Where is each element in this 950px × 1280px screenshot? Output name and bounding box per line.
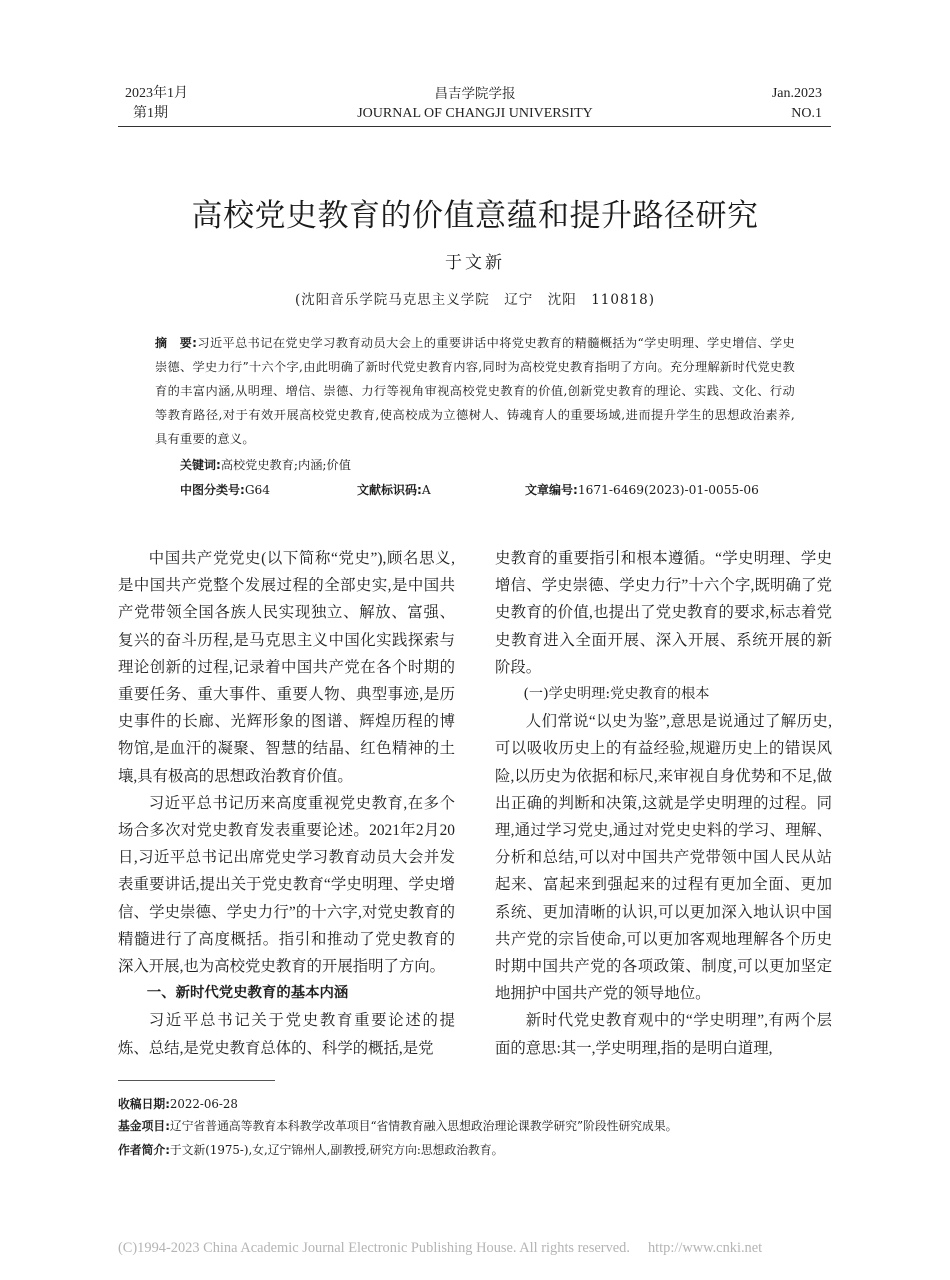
body-paragraph: 新时代党史教育观中的“学史明理”,有两个层面的意思:其一,学史明理,指的是明白道理,	[495, 1012, 832, 1057]
body-paragraph: 史教育的重要指引和根本遵循。“学史明理、学史增信、学史崇德、学史力行”十六个字,既明确了党史教育的价值,也提出了党史教育的要求,标志着党史教育进入全面开展、深入开展、系统开展的新阶段。	[495, 550, 832, 676]
abstract-label: 摘 要:	[155, 336, 198, 350]
body-column-left	[118, 545, 455, 1062]
keywords-text: 高校党史教育;内涵;价值	[220, 458, 351, 472]
body-paragraph: 习近平总书记关于党史教育重要论述的提炼、总结,是党史教育总体的、科学的概括,是党	[118, 1012, 455, 1057]
journal-name-cn: 昌吉学院学报	[434, 86, 516, 102]
header-left	[125, 84, 188, 124]
header-right	[772, 84, 822, 124]
article-author: 于文新	[445, 253, 505, 273]
article-title: 高校党史教育的价值意蕴和提升路径研究	[191, 198, 759, 234]
copyright-footer: (C)1994-2023 China Academic Journal Electronic Publishing House. All rights reserved. http://www.cnki.net	[118, 1240, 763, 1256]
art-label: 文章编号:	[525, 483, 578, 497]
header-rule	[118, 126, 831, 127]
received-value: 2022-06-28	[169, 1097, 238, 1111]
art-value: 1671-6469(2023)-01-0055-06	[577, 483, 759, 497]
article-number	[525, 480, 759, 500]
clc-value: G64	[244, 483, 271, 497]
doc-label: 文献标识码:	[357, 483, 422, 497]
fund-value: 辽宁省普通高等教育本科教学改革项目“省情教育融入思想政治理论课教学研究”阶段性研究成果。	[169, 1119, 678, 1133]
header-issue-cn: 第1期	[133, 106, 168, 121]
footnote-author	[118, 1141, 831, 1159]
author-affiliation: (沈阳音乐学院马克思主义学院 辽宁 沈阳 110818)	[294, 292, 656, 308]
author-bio-value: 于文新(1975-),女,辽宁锦州人,副教授,研究方向:思想政治教育。	[169, 1143, 504, 1157]
body-column-right	[495, 545, 832, 1062]
body-paragraph: 中国共产党党史(以下简称“党史”),顾名思义,是中国共产党整个发展过程的全部史实,是中国共产党带领全国各族人民实现独立、解放、富强、复兴的奋斗历程,是马克思主义中国化实践探索与理论创新的过程,记录着中国共产党在各个时期的重要任务、重大事件、重要人物、典型事迹,是历史事件的长廊、光辉形象的图谱、辉煌历程的博物馆,是血汗的凝聚、智慧的结晶、红色精神的土壤,具有极高的思想政治教育价值。	[118, 550, 455, 785]
keywords-label: 关键词:	[180, 458, 221, 472]
header-issue-en: NO.1	[791, 106, 822, 121]
clc-label: 中图分类号:	[180, 483, 245, 497]
received-label: 收稿日期:	[118, 1097, 170, 1111]
author-bio-label: 作者简介:	[118, 1143, 170, 1157]
journal-name-en: JOURNAL OF CHANGJI UNIVERSITY	[357, 106, 593, 121]
header-date-en: Jan.2023	[771, 86, 822, 101]
abstract-text: 习近平总书记在党史学习教育动员大会上的重要讲话中将党史教育的精髓概括为“学史明理、学史增信、学史崇德、学史力行”十六个字,由此明确了新时代党史教育内容,同时为高校党史教育指明了方向。充分理解新时代党史教育的丰富内涵,从明理、增信、崇德、力行等视角审视高校党史教育的价值,创新党史教育的理论、实践、文化、行动等教育路径,对于有效开展高校党史教育,使高校成为立德树人、铸魂育人的重要场域,进而提升学生的思想政治素养,具有重要的意义。	[155, 336, 796, 446]
clc-number	[180, 480, 270, 500]
fund-label: 基金项目:	[118, 1119, 170, 1133]
footnote-fund	[118, 1117, 831, 1135]
abstract	[155, 331, 795, 451]
footnote-rule	[118, 1080, 275, 1081]
keywords	[180, 455, 351, 475]
header-date-cn: 2023年1月	[125, 86, 188, 101]
subsection-heading: (一)学史明理:党史教育的根本	[523, 686, 710, 703]
footnote-received	[118, 1095, 831, 1113]
section-heading: 一、新时代党史教育的基本内涵	[146, 985, 349, 1002]
body-paragraph: 人们常说“以史为鉴”,意思是说通过了解历史,可以吸收历史上的有益经验,规避历史上的错误风险,以历史为依据和标尺,来审视自身优势和不足,做出正确的判断和决策,这就是学史明理的过程。同理,通过学习党史,通过对党史史料的学习、理解、分析和总结,可以对中国共产党带领中国人民从站起来、富起来到强起来的过程有更加全面、更加系统、更加清晰的认识,可以更加深入地认识中国共产党的宗旨使命,可以更加客观地理解各个历史时期中国共产党的各项政策、制度,可以更加坚定地拥护中国共产党的领导地位。	[495, 713, 832, 1003]
doc-value: A	[421, 483, 431, 497]
doc-code	[357, 480, 431, 500]
header-center	[300, 84, 650, 124]
body-paragraph: 习近平总书记历来高度重视党史教育,在多个场合多次对党史教育发表重要论述。2021年2月20日,习近平总书记出席党史学习教育动员大会并发表重要讲话,提出关于党史教育“学史明理、学史增信、学史崇德、学史力行”的十六字,对党史教育的精髓进行了高度概括。指引和推动了党史教育的深入开展,也为高校党史教育的开展指明了方向。	[118, 794, 455, 976]
